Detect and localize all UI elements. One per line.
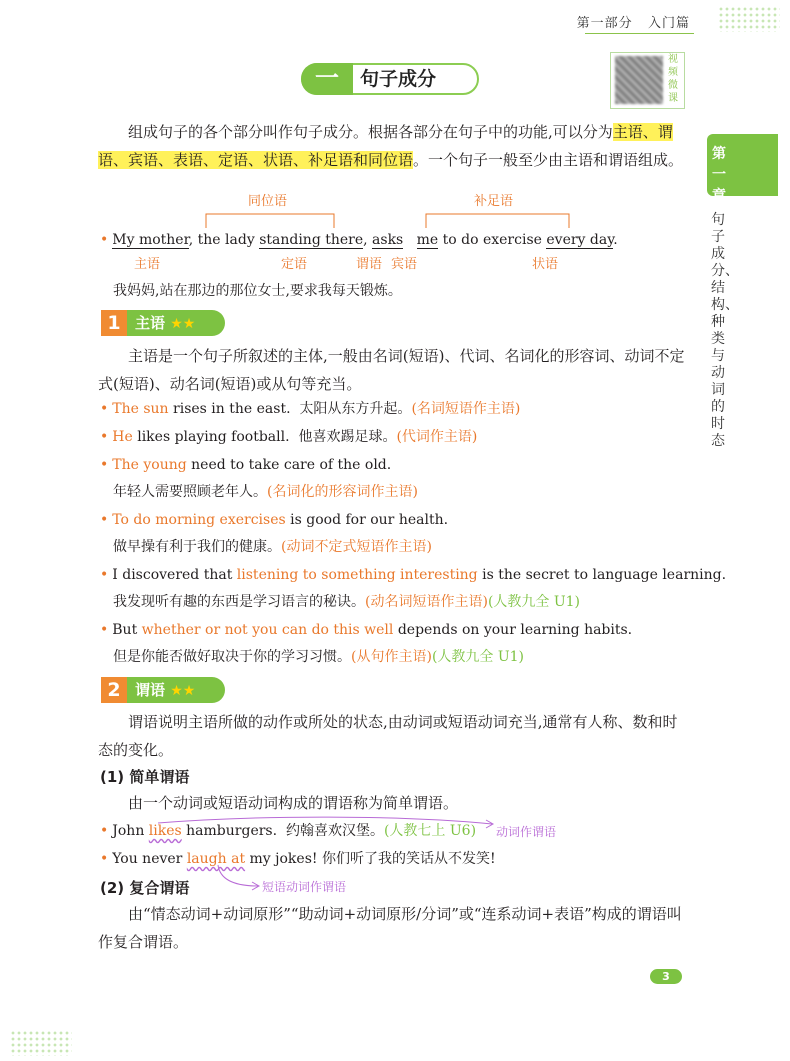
comma: , — [363, 232, 368, 248]
qr-label: 视频微课 — [668, 54, 678, 104]
compound-predicate-desc: 由“情态动词+动词原形”“助动词+动词原形/分词”或“连系动词+表语”构成的谓语叫作复合谓语。 — [98, 905, 682, 951]
example-note: (从句作主语) — [351, 649, 432, 665]
bullet-icon: • — [100, 512, 109, 528]
s1-example-5-translation — [113, 592, 580, 612]
example-translation: 他喜欢踢足球。 — [298, 429, 397, 445]
label-attributive: 定语 — [281, 257, 308, 272]
star-icon: ★★ — [170, 683, 196, 699]
example-highlight: whether or not you can do this well — [141, 622, 394, 638]
chapter-topic: 句子成分、结构、种类与动词的时态 — [711, 212, 739, 449]
s1-example-4 — [100, 510, 448, 530]
example-rest: my jokes! — [245, 851, 318, 867]
page-number: 3 — [650, 969, 682, 984]
example-translation: 做早操有利于我们的健康。 — [113, 539, 281, 555]
s1-example-6 — [100, 620, 632, 640]
example-note: (名词短语作主语) — [411, 401, 521, 417]
annotation-phrasal-predicate: 短语动词作谓语 — [262, 880, 347, 894]
arrow-phrasal — [218, 865, 258, 886]
word-predicate: asks — [372, 232, 404, 248]
example-highlight: likes — [148, 823, 182, 839]
section-1-number: 1 — [101, 310, 127, 336]
comma: , — [188, 232, 194, 248]
word-object: me — [416, 232, 439, 248]
subheading-compound-predicate: (2) 复合谓语 — [100, 879, 190, 897]
example-translation: 你们听了我的笑话从不发笑! — [321, 851, 496, 867]
example-note: (代词作主语) — [396, 429, 478, 445]
header-part: 第一部分 — [576, 16, 633, 31]
example-rest: rises in the east. — [168, 401, 291, 417]
intro-paragraph — [98, 118, 688, 174]
s1-example-6-translation — [113, 647, 524, 667]
label-appositive: 同位语 — [248, 194, 288, 209]
example-translation: 但是你能否做好取决于你的学习习惯。 — [113, 649, 351, 665]
decor-dots-top — [718, 6, 780, 32]
example-pre: You never — [112, 851, 187, 867]
section-1-title: 主语 — [135, 314, 166, 332]
bracket-appositive — [206, 214, 334, 228]
subheading-simple-predicate: (1) 简单谓语 — [100, 768, 190, 786]
label-object: 宾语 — [391, 257, 418, 272]
section-2-desc: 谓语说明主语所做的动作或所处的状态,由动词或短语动词充当,通常有人称、数和时态的变化。 — [98, 713, 678, 759]
example-highlight: He — [112, 429, 133, 445]
example-rest: likes playing football. — [132, 429, 290, 445]
qr-code-icon[interactable] — [615, 56, 663, 104]
simple-predicate-desc: 由一个动词或短语动词构成的谓语称为简单谓语。 — [128, 794, 459, 812]
example-translation: 太阳从东方升起。 — [299, 401, 412, 417]
section-1-desc: 主语是一个句子所叙述的主体,一般由名词(短语)、代词、名词化的形容词、动词不定式(短语)、动名词(短语)或从句等充当。 — [98, 347, 685, 393]
header-rule — [585, 33, 694, 34]
decor-dots-bottom — [10, 1030, 72, 1056]
example-note: (名词化的形容词作主语) — [267, 484, 418, 500]
label-adverbial: 状语 — [532, 257, 559, 272]
example-rest: is good for our health. — [285, 512, 449, 528]
running-header — [577, 12, 690, 31]
example-source: (人教七上 U6) — [383, 823, 477, 839]
section-2-label — [127, 677, 225, 703]
example-rest: is the secret to language learning. — [477, 567, 727, 583]
s1-example-3-translation — [113, 482, 418, 502]
example-rest: need to take care of the old. — [186, 457, 392, 473]
example-note: (动名词短语作主语) — [365, 594, 488, 610]
example-rest: hamburgers. — [181, 823, 278, 839]
example-translation: 我发现听有趣的东西是学习语言的秘诀。 — [113, 594, 365, 610]
word-adverbial: every day — [546, 232, 614, 248]
example-highlight: To do morning exercises — [112, 512, 286, 528]
intro-post: 。一个句子一般至少由主语和谓语组成。 — [413, 151, 684, 169]
s1-example-4-translation — [113, 537, 432, 557]
example-highlight: The young — [112, 457, 187, 473]
section-1-label — [127, 310, 225, 336]
example-highlight: listening to something interesting — [236, 567, 478, 583]
bullet-icon: • — [100, 232, 109, 248]
bracket-complement — [426, 214, 569, 228]
bullet-icon: • — [100, 851, 109, 867]
period: . — [613, 232, 618, 248]
bullet-icon: • — [100, 429, 109, 445]
page-title: 句子成分 — [360, 68, 437, 90]
diagram-translation: 我妈妈,站在那边的那位女士,要求我每天锻炼。 — [113, 283, 402, 299]
example-pre: I discovered that — [112, 567, 237, 583]
arrow-verb — [158, 817, 492, 824]
example-pre: But — [112, 622, 142, 638]
example-source: (人教九全 U1) — [431, 649, 525, 665]
label-predicate: 谓语 — [356, 257, 383, 272]
s1-example-1 — [100, 399, 520, 419]
intro-pre: 组成句子的各个部分叫作句子成分。根据各部分在句子中的功能,可以分为 — [128, 123, 613, 141]
bullet-icon: • — [100, 823, 109, 839]
header-section: 入门篇 — [647, 16, 690, 31]
example-highlight: The sun — [112, 401, 169, 417]
s1-example-3 — [100, 455, 391, 475]
example-translation: 约翰喜欢汉堡。 — [285, 823, 384, 839]
word-attributive: standing there — [259, 232, 364, 248]
bullet-icon: • — [100, 401, 109, 417]
star-icon: ★★ — [170, 316, 196, 332]
bullet-icon: • — [100, 457, 109, 473]
diagram-sentence — [100, 230, 618, 250]
word-subject: My mother — [112, 232, 189, 248]
intro-highlight: 主语、谓语、宾语、表语、定语、状语、补足语和同位语 — [98, 123, 673, 169]
example-source: (人教九全 U1) — [487, 594, 581, 610]
chapter-tab-label: 第一章 — [712, 146, 726, 204]
example-note: (动词不定式短语作主语) — [281, 539, 432, 555]
example-rest: depends on your learning habits. — [393, 622, 633, 638]
label-complement: 补足语 — [474, 194, 514, 209]
annotation-verb-predicate: 动词作谓语 — [496, 825, 557, 839]
s1-example-5 — [100, 565, 726, 585]
example-highlight: laugh at — [186, 851, 246, 867]
section-2-title: 谓语 — [135, 681, 166, 699]
word-to-do: to do exercise — [442, 232, 542, 248]
example-translation: 年轻人需要照顾老年人。 — [113, 484, 267, 500]
bullet-icon: • — [100, 567, 109, 583]
section-2-number: 2 — [101, 677, 127, 703]
annotation-arrows — [140, 815, 660, 895]
label-subject: 主语 — [134, 257, 161, 272]
bullet-icon: • — [100, 622, 109, 638]
example-pre: John — [112, 823, 149, 839]
s1-example-2 — [100, 427, 477, 447]
title-number: 一 — [301, 63, 353, 95]
word-the-lady: the lady — [197, 232, 255, 248]
